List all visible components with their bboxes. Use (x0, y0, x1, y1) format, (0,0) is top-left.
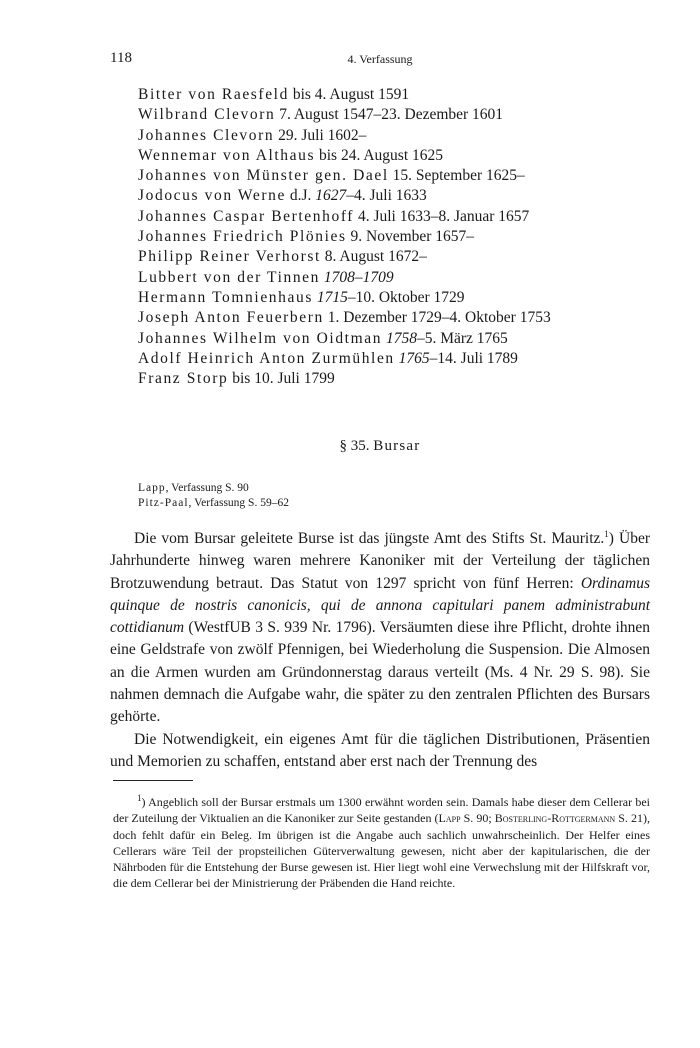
latin-quotation: Ordinamus quinque de nostris canonicis, qui de annona capitulari panem administrabunt cottidianum (110, 574, 650, 637)
section-title: Bursar (373, 438, 421, 454)
page-number: 118 (110, 50, 132, 66)
list-item: Bitter von Raesfeld bis 4. August 1591 (138, 86, 410, 103)
list-item: Johannes von Münster gen. Dael 15. September 1625– (138, 167, 525, 185)
literature-entry: Pitz-Paal, Verfassung S. 59–62 (138, 497, 289, 509)
list-item: Wilbrand Clevorn 7. August 1547–23. Dezember 1601 (138, 106, 504, 124)
section-mark: § 35. (339, 438, 370, 454)
running-head: 4. Verfassung (347, 52, 413, 66)
list-item: Jodocus von Werne d.J. 1627–4. Juli 1633 (138, 187, 427, 205)
list-item: Philipp Reiner Verhorst 8. August 1672– (138, 248, 427, 266)
bursar-list (138, 85, 648, 389)
body-text (110, 528, 650, 773)
list-item: Wennemar von Althaus bis 24. August 1625 (138, 146, 443, 164)
literature-entry: Lapp, Verfassung S. 90 (138, 482, 249, 494)
list-item: Johannes Friedrich Plönies 9. November 1657– (138, 228, 475, 246)
paragraph: Die Notwendigkeit, ein eigenes Amt für die täglichen Distributionen, Präsentien und Memorien zu schaffen, entstand aber erst nach der Trennung des (110, 730, 650, 770)
section-heading (110, 438, 650, 455)
list-item: Franz Storp bis 10. Juli 1799 (138, 370, 335, 388)
footnote: $^1$) Angeblich soll der Bursar erstmals um 1300 erwähnt worden sein. Damals habe dieser dem Cellerar bei der Zuteilung der Viktualien an die Kanoniker zur Seite gestanden (Lapp S. 90; Bosterling-Rottgermann S. 21), doch fehlt dafür ein Beleg. Im übrigen ist die Angabe auch sachlich unwahrscheinlich. Der Helfer eines Cellerars wäre Teil der propsteilichen Güterverwaltung gewesen, nicht aber der kapitularischen, die der Nährboden für die Entstehung der Burse gewesen ist. Hier liegt wohl eine Verwechslung mit der Hilfskraft vor, die dem Cellerar bei der Ministrierung der Präbenden die Hand reichte. (113, 793, 650, 891)
footnote-reference: 1 (604, 528, 609, 539)
list-item: Johannes Wilhelm von Oidtman 1758–5. März 1765 (138, 329, 508, 347)
list-item: Johannes Caspar Bertenhoff 4. Juli 1633–8. Januar 1657 (138, 207, 530, 225)
list-item: Adolf Heinrich Anton Zurmühlen 1765–14. Juli 1789 (138, 349, 518, 367)
list-item: Johannes Clevorn 29. Juli 1602– (138, 126, 367, 144)
footnote-divider (113, 780, 193, 781)
list-item: Lubbert von der Tinnen 1708–1709 (138, 268, 394, 286)
list-item: Joseph Anton Feuerbern 1. Dezember 1729–4. Oktober 1753 (138, 309, 551, 327)
paragraph: Die vom Bursar geleitete Burse ist das jüngste Amt des Stifts St. Mauritz.$^1$) Über Jahrhunderte hinweg waren mehrere Kanoniker mit der Verteilung der täglichen Brotzuwendung betraut. Das Statut von 1297 spricht von fünf Herren: Ordinamus quinque de nostris canonicis, qui de annona capitulari panem administrabunt cottidianum (WestfUB 3 S. 939 Nr. 1796). Versäumten diese ihre Pflicht, drohte ihnen eine Geldstrafe von zwölf Pfennigen, bei Wiederholung die Suspension. Die Almosen an die Armen wurden am Gründonnerstag daraus verteilt (Ms. 4 Nr. 29 S. 98). Sie nahmen demnach die Aufgabe wahr, die später zu den zentralen Pflichten des Bursars gehörte. (110, 528, 650, 726)
footnote-marker: 1 (137, 793, 142, 803)
page-header (110, 50, 650, 70)
literature-references (138, 481, 289, 511)
list-item: Hermann Tomnienhaus 1715–10. Oktober 1729 (138, 288, 465, 306)
